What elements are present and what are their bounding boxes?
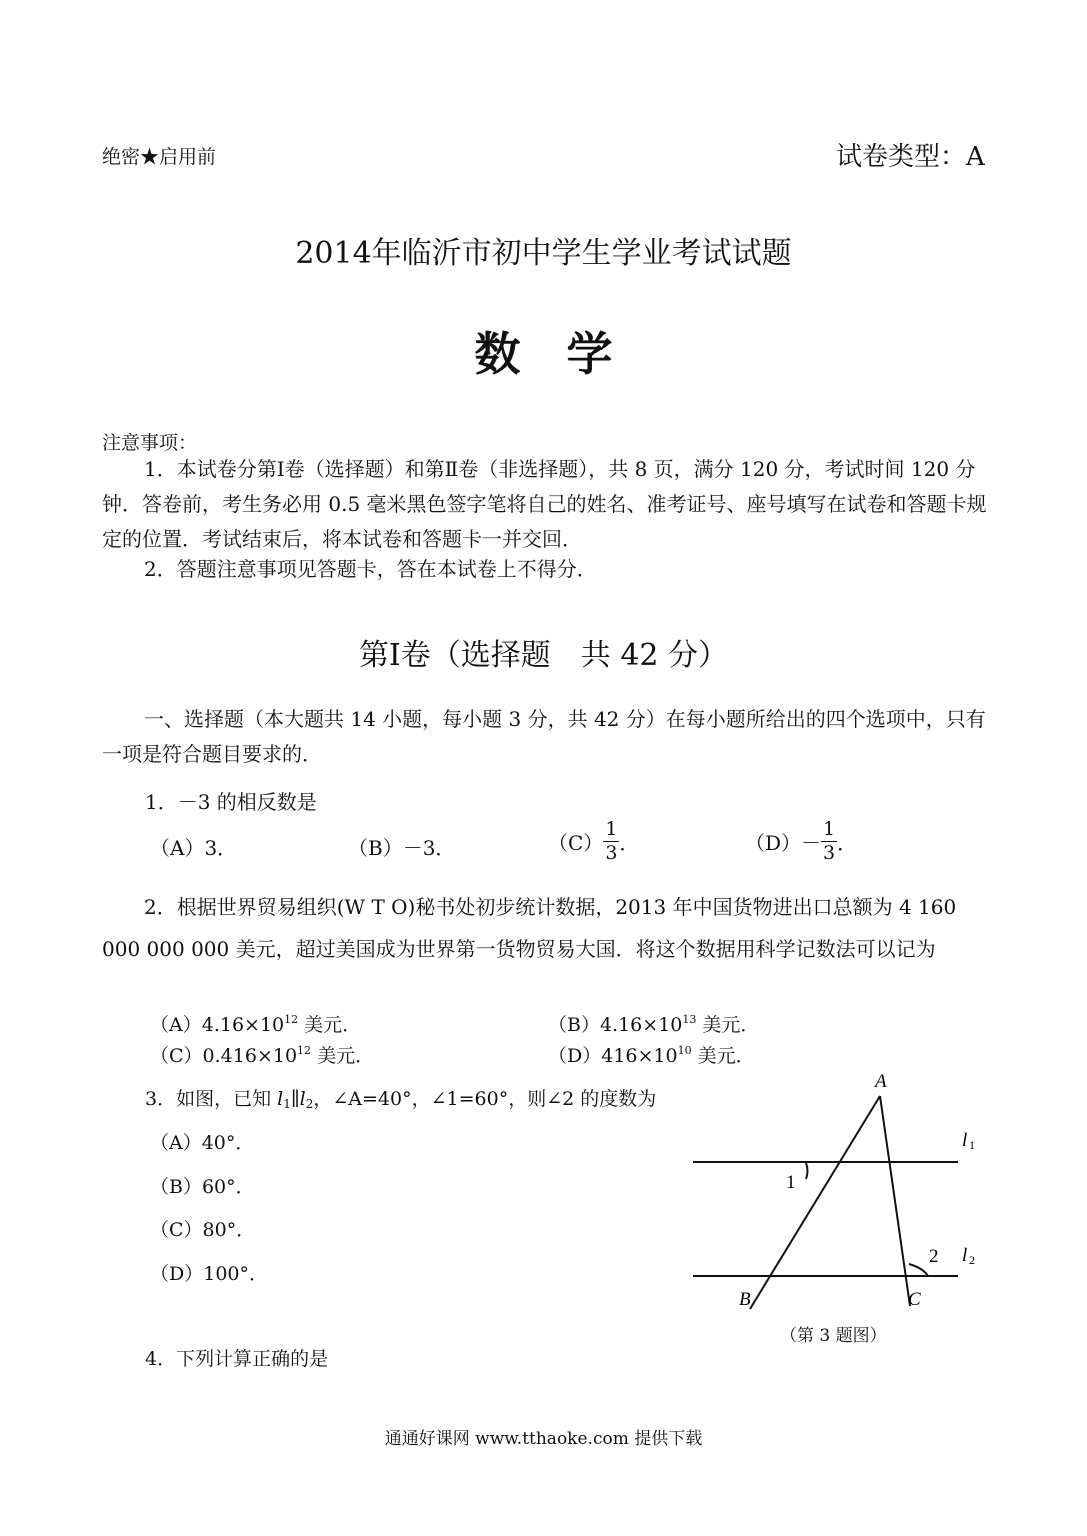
- option-base: 4.16×10: [599, 1014, 683, 1036]
- notes-item-1: 1．本试卷分第Ⅰ卷（选择题）和第Ⅱ卷（非选择题），共 8 页，满分 120 分，考试时间 120 分钟．答卷前，考生务必用 0.5 毫米黑色签字笔将自己的姓名、准考证号、座号填写在试卷和答题卡规定的位置．考试结束后，将本试卷和答题卡一并交回．: [102, 457, 987, 551]
- question-3-option-a: （A）40°．: [150, 1132, 255, 1154]
- exam-title: 2014年临沂市初中学生学业考试试题: [295, 236, 792, 271]
- question-2-stem: 2．根据世界贸易组织(W T O)秘书处初步统计数据，2013 年中国货物进出口总额为 4 160 000 000 000 美元，超过美国成为世界第一货物贸易大国．将这个数据用科学记数法可以记为: [102, 895, 957, 961]
- question-2-option-d: [548, 1041, 755, 1068]
- question-3-stem: [145, 1084, 656, 1111]
- figure-caption: （第 3 题图）: [780, 1326, 887, 1346]
- question-3-option-b: （B）60°．: [150, 1176, 255, 1198]
- option-exponent: 13: [682, 1013, 697, 1026]
- option-exponent: 10: [677, 1044, 692, 1057]
- option-base: 416×10: [601, 1045, 678, 1067]
- segment-ab: [750, 1096, 880, 1309]
- option-d-period: ．: [837, 831, 858, 855]
- fraction-denominator: 3: [605, 842, 618, 864]
- question-3-figure: [680, 1065, 1000, 1350]
- question-1-option-c: [548, 820, 639, 863]
- fraction-numerator: 1: [605, 818, 618, 840]
- angle-2-label: 2: [929, 1246, 939, 1267]
- segment-ac: [880, 1096, 910, 1306]
- question-2-option-c: [150, 1041, 374, 1068]
- line-l2-subscript: 2: [305, 1097, 314, 1111]
- option-c-period: ．: [619, 831, 640, 855]
- angle-2-arc: [909, 1264, 928, 1276]
- line-l1-label: l: [962, 1130, 968, 1151]
- paper-type-label: 试卷类型：A: [836, 142, 985, 172]
- question-1-option-a: （A）3．: [150, 836, 238, 860]
- line-l2-subscript-label: 2: [969, 1253, 975, 1267]
- question-3-option-c: （C）80°．: [150, 1219, 256, 1241]
- subject-title: 数 学: [474, 327, 613, 381]
- line-l2-symbol: l: [299, 1088, 306, 1110]
- point-c-label: C: [908, 1289, 921, 1310]
- option-label: （C）: [150, 1045, 203, 1067]
- option-d-prefix: （D）－: [745, 831, 822, 855]
- line-l1-symbol: l: [277, 1088, 284, 1110]
- confidential-label: 绝密★启用前: [102, 146, 217, 168]
- angle-1-label: 1: [786, 1172, 796, 1193]
- question-1-stem: 1．－3 的相反数是: [145, 790, 317, 814]
- fraction-denominator: 3: [823, 842, 836, 864]
- question-1-option-b: （B）－3．: [348, 836, 456, 860]
- option-label: （B）: [548, 1014, 600, 1036]
- fraction-one-third: [603, 820, 619, 863]
- stem-prefix: 3．如图，已知: [145, 1088, 278, 1110]
- question-1-option-d: [745, 820, 857, 863]
- fraction-numerator: 1: [823, 818, 836, 840]
- line-l1-subscript: 1: [283, 1097, 291, 1111]
- option-label: （D）: [548, 1045, 602, 1067]
- section-1-instruction: 一、选择题（本大题共 14 小题，每小题 3 分，共 42 分）在每小题所给出的四个选项中，只有一项是符合题目要求的．: [102, 707, 986, 766]
- stem-suffix: ，∠A=40°，∠1=60°，则∠2 的度数为: [313, 1088, 657, 1110]
- fraction-negative-one-third: [821, 820, 837, 863]
- option-unit: 美元．: [691, 1045, 755, 1067]
- question-4-stem: 4．下列计算正确的是: [145, 1348, 329, 1370]
- option-unit: 美元．: [311, 1045, 375, 1067]
- point-a-label: A: [875, 1071, 887, 1092]
- notes-heading: 注意事项：: [102, 432, 198, 454]
- option-unit: 美元．: [696, 1014, 760, 1036]
- question-3-option-d: （D）100°．: [150, 1263, 268, 1285]
- option-exponent: 12: [297, 1044, 312, 1057]
- section-1-title: 第Ⅰ卷（选择题 共 42 分）: [358, 638, 729, 673]
- notes-item-2: 2．答题注意事项见答题卡，答在本试卷上不得分．: [144, 557, 597, 581]
- option-base: 0.416×10: [202, 1045, 298, 1067]
- option-c-prefix: （C）: [548, 831, 604, 855]
- question-2-option-a: [150, 1010, 361, 1037]
- line-l2-label: l: [962, 1245, 968, 1266]
- parallel-symbol: ∥: [290, 1088, 300, 1110]
- question-2-option-b: [548, 1010, 759, 1037]
- option-base: 4.16×10: [201, 1014, 285, 1036]
- option-unit: 美元．: [298, 1014, 362, 1036]
- line-l1-subscript-label: 1: [969, 1138, 975, 1152]
- footer-source: 通通好课网 www.tthaoke.com 提供下载: [384, 1429, 703, 1449]
- point-b-label: B: [739, 1289, 751, 1310]
- option-label: （A）: [150, 1014, 202, 1036]
- option-exponent: 12: [284, 1013, 299, 1026]
- angle-1-arc: [806, 1163, 808, 1179]
